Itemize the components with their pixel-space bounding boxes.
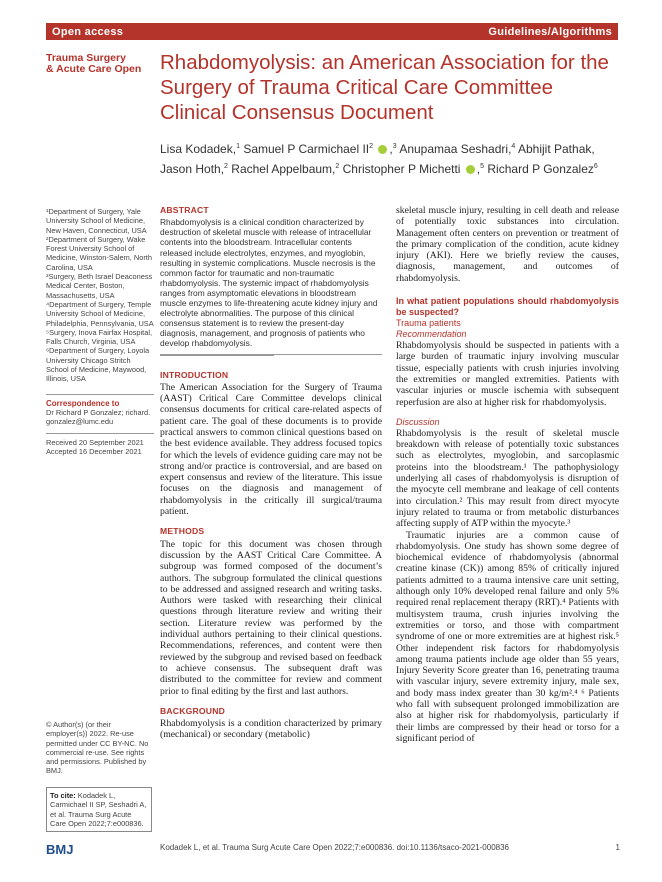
column-1: [160, 205, 382, 741]
article-type-label: Guidelines/Algorithms: [488, 25, 612, 38]
methods-text: The topic for this document was chosen through discussion by the AAST Critical Care Committee. A subgroup was formed composed of the document’s authors. The subgroup formulated the clinical questions to be addressed and assigned research and writing tasks. Authors were tasked with researching their clinical questions through literature review and writing their section. Literature review was performed by the individual authors pertaining to their clinical questions. Recommendations, references, and content were then reviewed by the subgroup and revised based on feedback to achieve consensus. The subsequent draft was distributed to the committee for review and comment prior to final editing by the first and last authors.: [160, 538, 382, 697]
methods-heading: METHODS: [160, 526, 205, 537]
affiliation: ⁵Surgery, Inova Fairfax Hospital, Falls Church, Virginia, USA: [46, 327, 153, 347]
separator: ,: [389, 142, 393, 156]
correspondence-heading: Correspondence to: [46, 394, 154, 408]
affil-sup: 2: [335, 163, 340, 170]
orcid-icon[interactable]: [466, 165, 475, 174]
continued-text: skeletal muscle injury, resulting in cell death and release of potentially toxic substances into circulation. Management often centers on prevention or treatment of the primary complication of the condition, acute kidney injury (AKI). Here we briefly review the causes, diagnosis, management, and outcomes of rhabdomyolysis.: [396, 205, 619, 284]
recommendation-heading: Recommendation: [396, 329, 467, 340]
background-text: Rhabdomyolysis is a condition characterized by primary (mechanical) or secondary (metabolic): [160, 718, 382, 741]
footer: [160, 843, 620, 852]
journal-name: Trauma Surgery & Acute Care Open: [46, 52, 142, 75]
affil-sup: 2: [369, 143, 374, 150]
affil-sup: 5: [480, 163, 485, 170]
author-name: Anupamaa Seshadri,: [399, 142, 512, 156]
author-name: Rachel Appelbaum,: [231, 162, 336, 176]
orcid-icon[interactable]: [378, 145, 387, 154]
column-2: [396, 205, 619, 744]
recommendation-text: Rhabdomyolysis should be suspected in patients with a large burden of traumatic injury involving muscular tissue, especially patients with crush injuries involving the extremities or mangled extremities. Patients with vascular injuries or muscle ischemia with subsequent reperfusion are also at higher risk for rhabdomyolysis.: [396, 340, 619, 408]
introduction-text: The American Association for the Surgery of Trauma (AAST) Critical Care Committee develops clinical consensus documents for critical care-related aspects of patient care. The goal of these documents is to provide practical answers to common clinical questions based on the best evidence available. They address focused topics for which the levels of evidence guiding care may not be strong and/or practice is controversial, and are based on expert consensus and review of the literature. This issue focuses on the diagnosis and management of rhabdomyolysis in the critically ill surgical/trauma patient.: [160, 381, 382, 518]
page-number: 1: [615, 843, 620, 852]
affil-sup: 4: [511, 143, 516, 150]
cite-text: Kodadek L, Carmichael II SP, Seshadri A, et al. Trauma Surg Acute Care Open 2022;7:e000836.: [50, 791, 147, 828]
author-name: Christopher P Michetti: [342, 162, 461, 176]
affiliation: ¹Department of Surgery, Yale University School of Medicine, New Haven, Connecticut, USA: [46, 207, 147, 235]
separator: ,: [476, 162, 481, 176]
author-name: Abhijit Pathak,: [517, 142, 595, 156]
cite-label: To cite:: [50, 791, 76, 800]
dates: Received 20 September 2021 Accepted 16 December 2021: [46, 433, 154, 457]
discussion-paragraph: Traumatic injuries are a common cause of rhabdomyolysis. One study has shown some degree of biochemical evidence of rhabdomyolysis (abnormal creatine kinase (CK)) among 85% of critically injured patients admitted to a trauma intensive care unit setting, although only 10% developed renal failure and only 5% required renal replacement therapy (RRT).⁴ Patients with multisystem trauma, crush injuries involving the extremities or torso, and those with compartment syndrome of one or more extremities are at highest risk.⁵ Other independent risk factors for rhabdomyolysis among trauma patients include age older than 55 years, Injury Severity Score greater than 16, penetrating trauma with vascular injury, severe extremity injury, male sex, and body mass index greater than 30 kg/m².⁴ ⁶ Patients who fall with subsequent prolonged immobilization are also at higher risk for rhabdomyolysis, particularly if their limbs are compressed by their head or torso for a significant period of: [396, 529, 619, 744]
correspondence-text[interactable]: Dr Richard P Gonzalez; richard. gonzalez@lumc.edu: [46, 407, 151, 427]
affil-sup: 6: [593, 163, 598, 170]
author-name: Richard P Gonzalez: [487, 162, 594, 176]
question-heading: In what patient populations should rhabdomyolysis be suspected?: [396, 296, 619, 318]
author-name[interactable]: Samuel P Carmichael II: [243, 142, 370, 156]
sidebar: [46, 207, 154, 456]
header-bar: [46, 23, 618, 40]
discussion-heading: Discussion: [396, 416, 440, 427]
abstract-text: Rhabdomyolysis is a clinical condition characterized by destruction of skeletal muscle with release of intracellular contents into the bloodstream. Intracellular contents released include electrolytes, enzymes, and myoglobin, resulting in systemic complications. Muscle necrosis is the common factor for traumatic and non-traumatic rhabdomyolysis. The systemic impact of rhabdomyolysis ranges from asymptomatic elevations in bloodstream muscle enzymes to life-threatening acute kidney injury and electrolyte abnormalities. The purpose of this clinical consensus statement is to review the present-day diagnosis, management, and prognosis of patients who develop rhabdomyolysis.: [160, 217, 382, 354]
article-title: Rhabdomyolysis: an American Association for the Surgery of Trauma Critical Care Committee Clinical Consensus Document: [160, 51, 609, 124]
affiliation: ³Surgery, Beth Israel Deaconess Medical Center, Boston, Massachusetts, USA: [46, 272, 153, 300]
affil-sup: 1: [236, 143, 240, 150]
topic-heading: Trauma patients: [396, 318, 461, 329]
license-text: © Author(s) (or their employer(s)) 2022. Re-use permitted under CC BY-NC. No commercial re-use. See rights and permissions. Published by BMJ.: [46, 720, 149, 776]
author-list: [160, 138, 620, 178]
abstract-heading: ABSTRACT: [160, 205, 209, 215]
affil-sup: 3: [392, 143, 397, 150]
open-access-label: Open access: [52, 25, 124, 38]
bmj-logo[interactable]: BMJ: [46, 842, 74, 857]
affil-sup: 2: [224, 163, 228, 170]
background-heading: BACKGROUND: [160, 705, 226, 716]
affiliation: ⁶Department of Surgery, Loyola University Chicago Stritch School of Medicine, Maywood, Illinois, USA: [46, 346, 150, 384]
footer-citation: Kodadek L, et al. Trauma Surg Acute Care Open 2022;7:e000836. doi:10.1136/tsaco-2021-000836: [160, 843, 509, 852]
author-name: Lisa Kodadek,: [160, 142, 237, 156]
author-name: Jason Hoth,: [160, 162, 225, 176]
affiliation: ⁴Department of Surgery, Temple University School of Medicine, Philadelphia, Pennsylvania, USA: [46, 299, 154, 328]
introduction-heading: INTRODUCTION: [160, 369, 229, 380]
discussion-paragraph: Rhabdomyolysis is the result of skeletal muscle breakdown with release of potentially toxic substances such as electrolytes, myoglobin, and sarcoplasmic proteins into the bloodstream.¹ The pathophysiology underlying all cases of rhabdomyolysis is disruption of the myocyte cell membrane and leakage of cell contents into circulation.² This may result from direct myocyte injury related to trauma or from metabolic disturbances affecting supply of ATP within the myocyte.³: [396, 427, 619, 530]
cite-box: [46, 787, 152, 832]
affiliation: ²Department of Surgery, Wake Forest University School of Medicine, Winston-Salem, North Carolina, USA: [46, 234, 152, 272]
